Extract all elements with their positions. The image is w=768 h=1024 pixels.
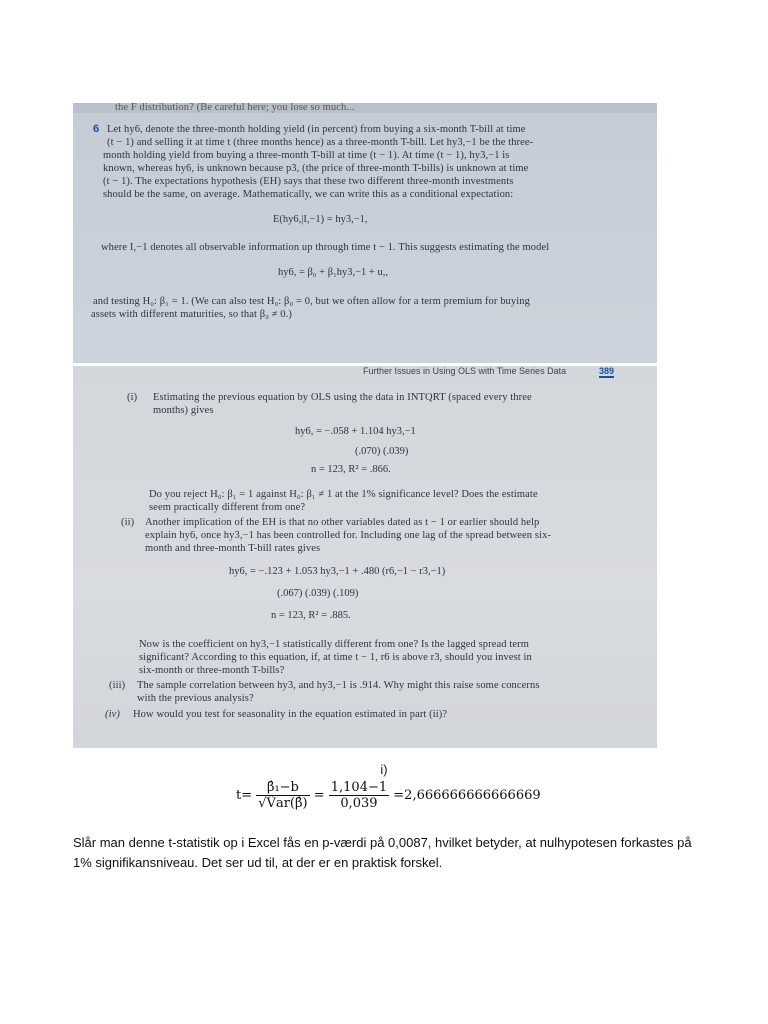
fraction-general xyxy=(256,780,309,811)
text-line: Another implication of the EH is that no other variables dated as t − 1 or earlier should help xyxy=(145,517,540,528)
answer-part-label: i) xyxy=(380,762,388,777)
text-line: How would you test for seasonality in the equation estimated in part (ii)? xyxy=(133,709,448,720)
text-line: seem practically different from one? xyxy=(149,502,306,513)
text-line: Do you reject H₀: β₁ = 1 against H₀: β₁ ≠ 1 at the 1% significance level? Does the estimate xyxy=(149,489,538,500)
text-line: Estimating the previous equation by OLS using the data in INTQRT (spaced every three xyxy=(153,392,532,403)
text-line: Now is the coefficient on hy3,−1 statistically different from one? Is the lagged spread term xyxy=(139,639,529,650)
text-line: The sample correlation between hy3, and hy3,−1 is .914. Why might this raise some concerns xyxy=(137,680,540,691)
part-label-iii: (iii) xyxy=(109,680,126,691)
fraction-denominator: √V̂ar(β̂) xyxy=(258,796,308,811)
regression-1-stats: n = 123, R² = .866. xyxy=(311,464,391,475)
text-line: with the previous analysis? xyxy=(137,693,254,704)
text-line: and testing H₀: β₁ = 1. (We can also test H₀: β₀ = 0, but we often allow for a term premium for buying xyxy=(93,296,530,307)
part-label-ii: (ii) xyxy=(121,517,135,528)
fraction-numerator: 1,104−1 xyxy=(330,780,388,795)
equation-conditional-expectation: E(hy6,|I,−1) = hy3,−1, xyxy=(273,214,368,225)
answer-paragraph: Slår man denne t-statistik op i Excel fås en p-værdi på 0,0087, hvilket betyder, at nulhypotesen forkastes på 1% signifikansniveau. Det ser ud til, at der er en praktisk forskel. xyxy=(73,835,692,870)
equals-sign: = xyxy=(313,788,325,803)
regression-2: hy6, = −.123 + 1.053 hy3,−1 + .480 (r6,−1 − r3,−1) xyxy=(229,566,446,577)
part-label-iv: (iv) xyxy=(105,709,120,720)
regression-1-se: (.070) (.039) xyxy=(355,446,409,457)
t-statistic-formula xyxy=(236,780,541,811)
regression-2-stats: n = 123, R² = .885. xyxy=(271,610,351,621)
fraction-numeric xyxy=(329,780,389,811)
page-number: 389 xyxy=(599,366,615,376)
fraction-numerator: β̂₁−b xyxy=(256,780,309,796)
text-line: where I,−1 denotes all observable information up through time t − 1. This suggests estimating the model xyxy=(101,242,550,253)
part-label-i: (i) xyxy=(127,392,138,403)
text-line: six-month or three-month T-bills? xyxy=(139,665,285,676)
formula-lhs: t= xyxy=(236,788,253,803)
text-line: explain hy6, once hy3,−1 has been controlled for. Including one lag of the spread between six- xyxy=(145,530,552,541)
text-line: month and three-month T-bill rates gives xyxy=(145,543,321,554)
text-line: should be the same, on average. Mathematically, we can write this as a conditional expectation: xyxy=(103,189,514,200)
equation-model: hy6, = β₀ + β₁hy3,−1 + u,, xyxy=(278,267,388,278)
regression-1: hy6, = −.058 + 1.104 hy3,−1 xyxy=(295,426,416,437)
text-line: (t − 1) and selling it at time t (three months hence) as a three-month T-bill. Let hy3,−1 be the three- xyxy=(107,137,534,148)
text-line: known, whereas hy6, is unknown because p3, (the price of three-month T-bills) is unknown at time xyxy=(103,163,529,174)
regression-2-se: (.067) (.039) (.109) xyxy=(277,588,359,599)
textbook-photo-bottom xyxy=(73,366,657,748)
textbook-photo-top xyxy=(73,103,657,363)
problem-number: 6 xyxy=(93,123,100,135)
text-line: months) gives xyxy=(153,405,214,416)
text-line: month holding yield from buying a three-month T-bill at time (t − 1). At time (t − 1), hy3,−1 is xyxy=(103,150,510,161)
text-line: (t − 1). The expectations hypothesis (EH) says that these two different three-month investments xyxy=(103,176,514,187)
running-head: Further Issues in Using OLS with Time Series Data xyxy=(363,366,567,376)
t-statistic-result: =2,666666666666669 xyxy=(393,788,541,803)
text-line: Let hy6, denote the three-month holding yield (in percent) from buying a six-month T-bill at time xyxy=(107,124,526,135)
text-line: assets with different maturities, so that β₀ ≠ 0.) xyxy=(91,309,292,320)
text-line: significant? According to this equation, if, at time t − 1, r6 is above r3, should you invest in xyxy=(139,652,532,663)
fraction-denominator: 0,039 xyxy=(340,796,378,811)
truncated-line: the F distribution? (Be careful here; you lose so much... xyxy=(115,103,355,113)
